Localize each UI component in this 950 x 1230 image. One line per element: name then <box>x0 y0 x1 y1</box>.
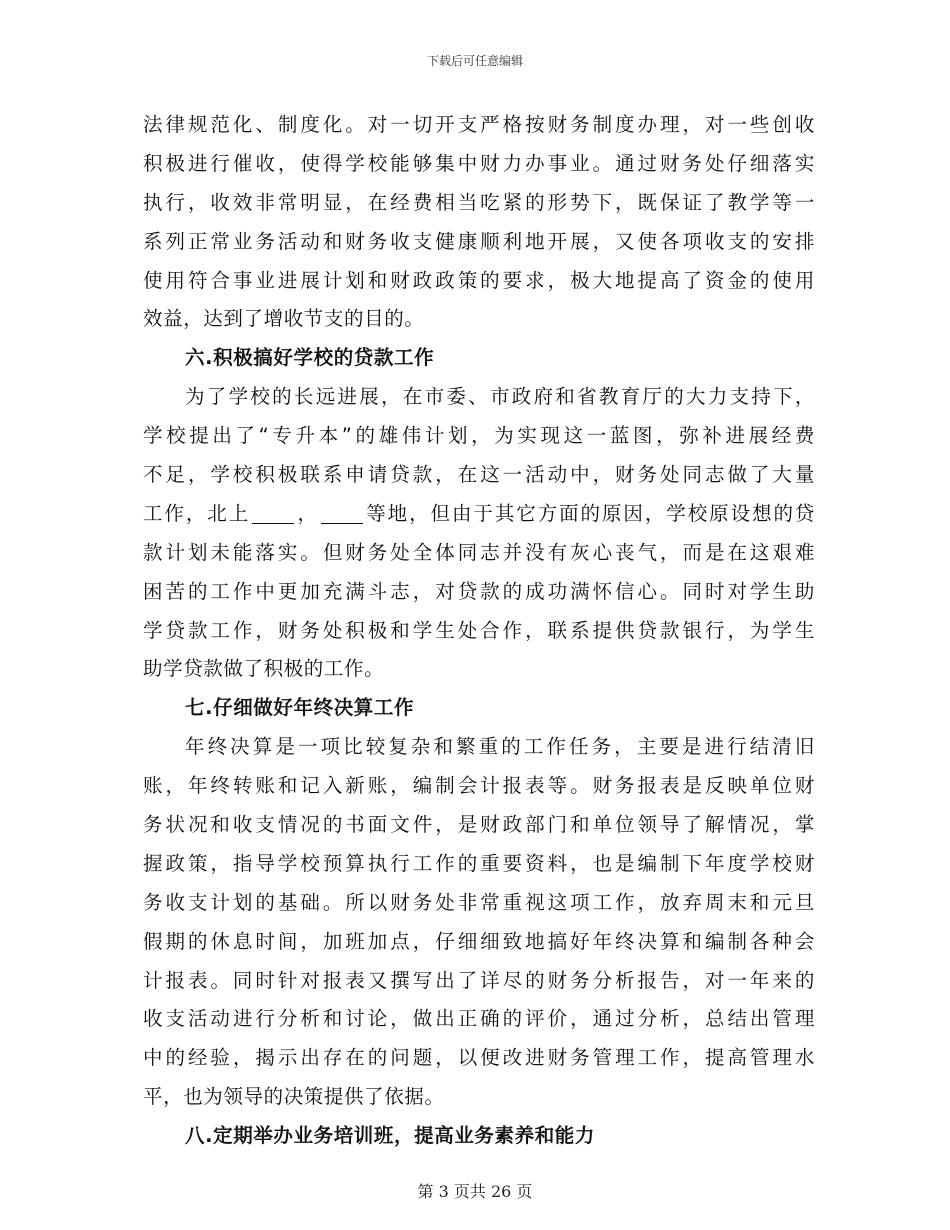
section-heading-7: 七.仔细做好年终决算工作 <box>185 696 415 720</box>
page-header: 下载后可任意编辑 <box>426 54 523 68</box>
paragraph-line: 务状况和收支情况的书面文件，是财政部门和单位领导了解情况，掌 <box>143 813 815 837</box>
text-segment: 等地，但由于其它方面的原因，学校原设想的贷 <box>364 501 815 525</box>
paragraph-line: 效益，达到了增收节支的目的。 <box>143 307 425 331</box>
section-heading-6: 六.积极搞好学校的贷款工作 <box>185 346 435 370</box>
paragraph-line: 款计划未能落实。但财务处全体同志并没有灰心丧气，而是在这艰难 <box>143 540 815 564</box>
paragraph-line: 中的经验，揭示出存在的问题，以便改进财务管理工作，提高管理水 <box>143 1046 815 1070</box>
paragraph-line: 为了学校的长远进展，在市委、市政府和省教育厅的大力支持下， <box>185 385 815 409</box>
paragraph-line: 积极进行催收，使得学校能够集中财力办事业。通过财务处仔细落实 <box>143 151 815 175</box>
fill-in-blank <box>252 503 294 524</box>
paragraph-line: 计报表。同时针对报表又撰写出了详尽的财务分析报告，对一年来的 <box>143 968 815 992</box>
paragraph-line: 困苦的工作中更加充满斗志，对贷款的成功满怀信心。同时对学生助 <box>143 579 815 603</box>
paragraph-line: 收支活动进行分析和讨论，做出正确的评价，通过分析，总结出管理 <box>143 1007 815 1031</box>
paragraph-line: 执行，收效非常明显，在经费相当吃紧的形势下，既保证了教学等一 <box>143 190 815 214</box>
paragraph-line: 账，年终转账和记入新账，编制会计报表等。财务报表是反映单位财 <box>143 774 815 798</box>
paragraph-line: 年终决算是一项比较复杂和繁重的工作任务，主要是进行结清旧 <box>185 735 815 759</box>
page-footer: 第 3 页共 26 页 <box>417 1182 533 1201</box>
paragraph-line: 法律规范化、制度化。对一切开支严格按财务制度办理，对一些创收 <box>143 113 815 136</box>
paragraph-line: 学贷款工作，财务处积极和学生处合作，联系提供贷款银行，为学生 <box>143 618 815 642</box>
text-segment: 工作，北上 <box>143 501 251 525</box>
paragraph-line: 不足，学校积极联系申请贷款，在这一活动中，财务处同志做了大量 <box>143 463 815 487</box>
paragraph-line: 假期的休息时间，加班加点，仔细细致地搞好年终决算和编制各种会 <box>143 929 815 953</box>
text-segment: ， <box>296 501 319 525</box>
paragraph-line: 使用符合事业进展计划和财政政策的要求，极大地提高了资金的使用 <box>143 268 815 292</box>
paragraph-line: 平，也为领导的决策提供了依据。 <box>143 1085 445 1109</box>
section-heading-8: 八.定期举办业务培训班，提高业务素养和能力 <box>185 1124 596 1148</box>
paragraph-line: 学校提出了“专升本”的雄伟计划，为实现这一蓝图，弥补进展经费 <box>143 424 815 448</box>
paragraph-line-with-blanks <box>143 495 815 534</box>
fill-in-blank <box>321 503 363 524</box>
document-body <box>143 106 815 1156</box>
paragraph-line: 握政策，指导学校预算执行工作的重要资料，也是编制下年度学校财 <box>143 851 815 875</box>
paragraph-line: 系列正常业务活动和财务收支健康顺利地开展，又使各项收支的安排 <box>143 229 815 253</box>
paragraph-line: 助学贷款做了积极的工作。 <box>143 657 385 681</box>
paragraph-line: 务收支计划的基础。所以财务处非常重视这项工作，放弃周末和元旦 <box>143 890 815 914</box>
